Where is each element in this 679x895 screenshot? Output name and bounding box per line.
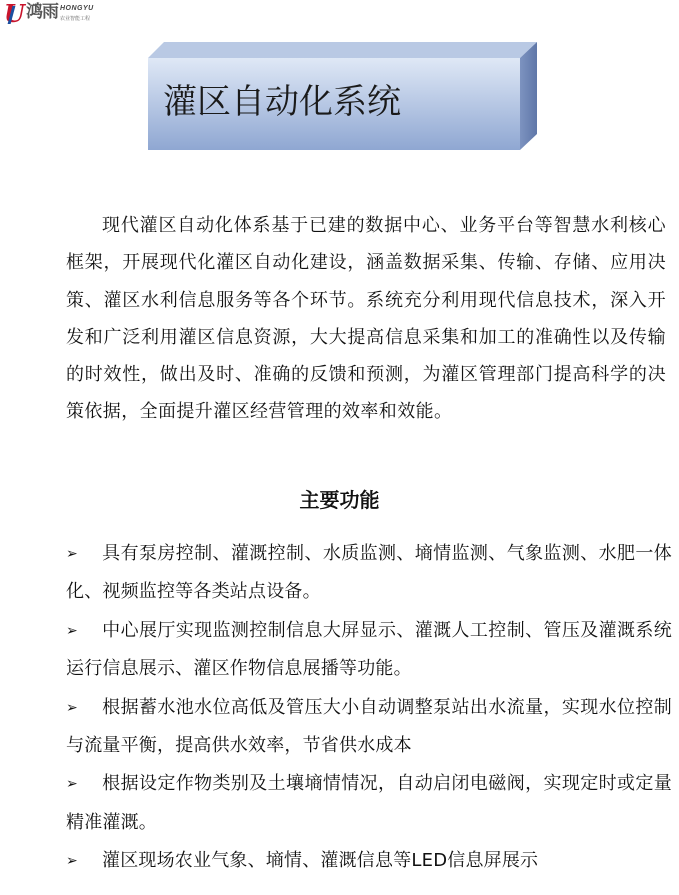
feature-text: 根据蓄水池水位高低及管压大小自动调整泵站出水流量，实现水位控制与流量平衡，提高供水效率，节省供水成本 bbox=[66, 696, 672, 757]
feature-text: 根据设定作物类别及土壤墒情情况，自动启闭电磁阀，实现定时或定量精准灌溉。 bbox=[66, 773, 672, 833]
logo-english-name: HONGYU bbox=[60, 5, 94, 12]
arrow-bullet-icon: ➢ bbox=[66, 853, 78, 870]
logo-chinese-name: 鸿雨 bbox=[26, 2, 58, 22]
intro-paragraph: 现代灌区自动化体系基于已建的数据中心、业务平台等智慧水利核心框架，开展现代化灌区自动化建设，涵盖数据采集、传输、存储、应用决策、灌区水利信息服务等各个环节。系统充分利用现代信息技术，深入开发和广泛利用灌区信息资源，大大提高信息采集和加工的准确性以及传输的时效性，做出及时、准确的反馈和预测，为灌区管理部门提高科学的决策依据，全面提升灌区经营管理的效率和效能。 bbox=[66, 215, 666, 423]
title-block-top-face bbox=[148, 42, 537, 58]
feature-text: 具有泵房控制、灌溉控制、水质监测、墒情监测、气象监测、水肥一体化、视频监控等各类站点设备。 bbox=[66, 543, 672, 603]
list-item bbox=[66, 612, 672, 689]
arrow-bullet-icon: ➢ bbox=[66, 699, 78, 716]
page-title: 灌区自动化系统 bbox=[163, 82, 401, 122]
company-logo bbox=[4, 2, 114, 28]
arrow-bullet-icon: ➢ bbox=[66, 622, 78, 639]
feature-text: 灌区现场农业气象、墒情、灌溉信息等LED信息屏展示 bbox=[102, 850, 539, 872]
list-item bbox=[66, 689, 672, 766]
logo-subtitle: 农业智能工程 bbox=[60, 16, 91, 22]
list-item bbox=[66, 765, 672, 842]
feature-list bbox=[66, 535, 672, 881]
section-heading: 主要功能 bbox=[299, 488, 380, 512]
list-item bbox=[66, 842, 672, 880]
title-block-side-face bbox=[520, 42, 537, 150]
arrow-bullet-icon: ➢ bbox=[66, 776, 78, 793]
logo-mark: U bbox=[4, 0, 25, 28]
list-item bbox=[66, 535, 672, 612]
feature-text: 中心展厅实现监测控制信息大屏显示、灌溉人工控制、管压及灌溉系统运行信息展示、灌区作物信息展播等功能。 bbox=[66, 619, 672, 680]
arrow-bullet-icon: ➢ bbox=[66, 546, 78, 562]
